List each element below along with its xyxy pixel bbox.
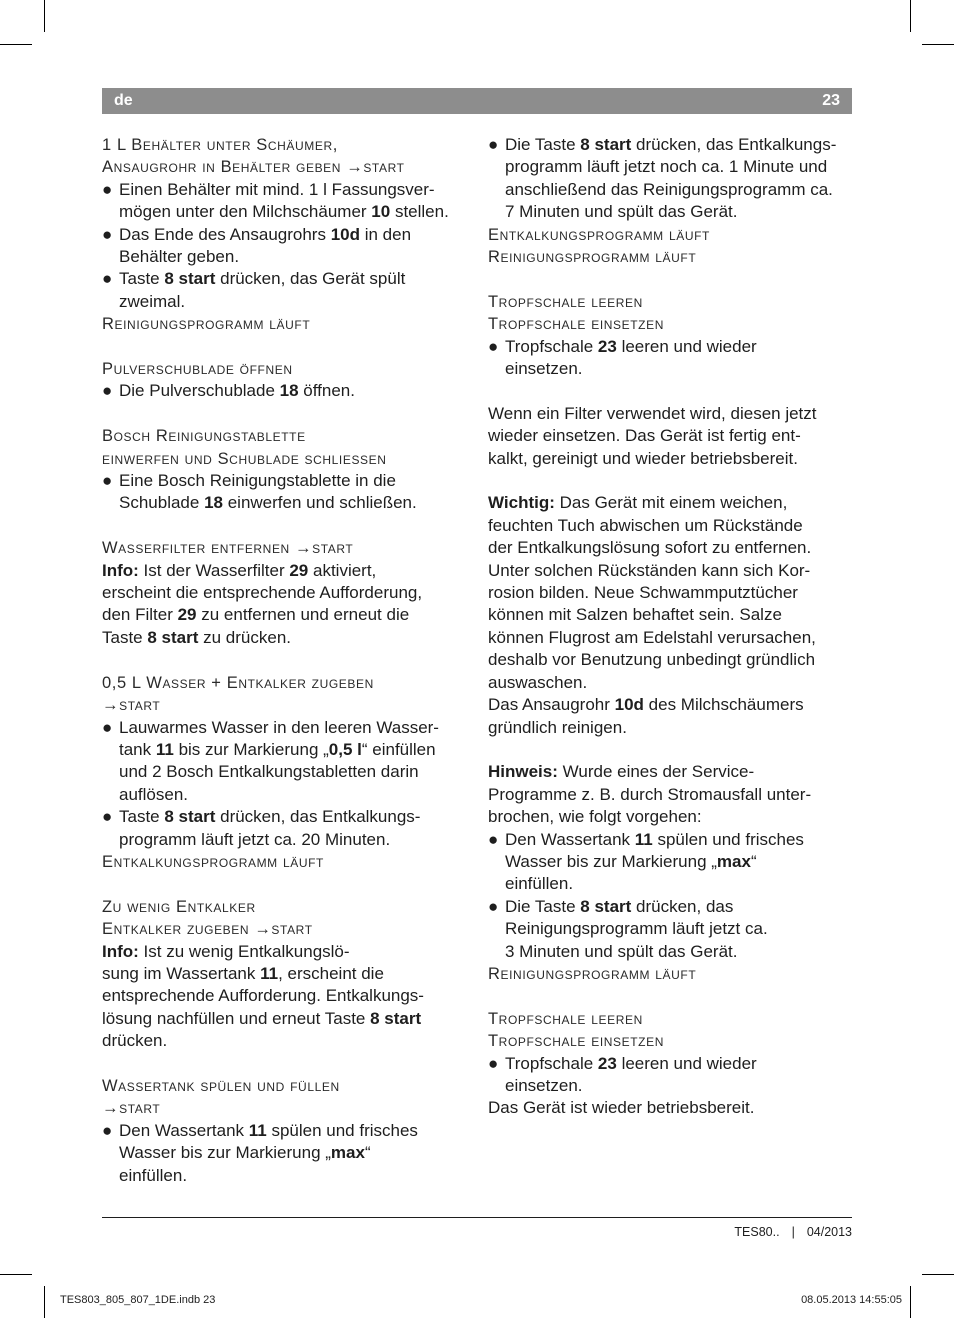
bullet-item [102, 179, 472, 224]
footer-separator: | [791, 1225, 795, 1239]
bullet-text-line: Wasser bis zur Markierung „max“ [119, 1143, 371, 1163]
spacer [488, 380, 854, 402]
body-text-line: Unter solchen Rückständen kann sich Kor- [488, 560, 811, 580]
bullet-text-line: Tropfschale 23 leeren und wieder [505, 336, 757, 356]
footer [734, 1225, 852, 1239]
crop-mark [0, 1274, 32, 1275]
spacer [488, 985, 854, 1007]
crop-mark [922, 44, 954, 45]
bullet-text-line: 7 Minuten und spült das Gerät. [505, 202, 738, 222]
crop-mark [922, 1274, 954, 1275]
body-text-line: auswaschen. [488, 672, 588, 692]
bullet-text-line: programm läuft jetzt noch ca. 1 Minute und [505, 157, 828, 177]
body-text-line: Taste 8 start zu drücken. [102, 627, 291, 647]
bullet-item [488, 829, 854, 896]
bullet-text-line: anschließend das Reinigungsprogramm ca. [505, 179, 833, 199]
body-text-line: deshalb vor Benutzung unbedingt gründlich [488, 650, 816, 670]
section-heading: 1 L Behälter unter Schäumer, [102, 136, 338, 154]
body-text-line: feuchten Tuch abwischen um Rückstände [488, 515, 803, 535]
left-column [102, 134, 472, 1187]
bullet-item [102, 717, 472, 807]
bullet-dot-icon: ● [488, 829, 499, 849]
section-heading: Zu wenig Entkalker [102, 897, 256, 916]
bullet-item [102, 224, 472, 269]
body-text-line: können mit Salzen behaftet sein. Salze [488, 605, 782, 625]
spacer [488, 470, 854, 492]
bullet-text-line: tank 11 bis zur Markierung „0,5 l“ einfüllen [119, 739, 436, 759]
spacer [102, 336, 472, 358]
bullet-text-line: einfüllen. [119, 1165, 188, 1185]
body-text-line: wieder einsetzen. Das Gerät ist fertig ent- [488, 426, 801, 446]
body-text-line: Hinweis: Wurde eines der Service- [488, 762, 755, 782]
right-column [488, 134, 854, 1120]
bullet-dot-icon: ● [488, 896, 499, 916]
bullet-dot-icon: ● [102, 179, 113, 199]
bullet-text-line: Schublade 18 einwerfen und schließen. [119, 493, 417, 513]
body-text-line: drücken. [102, 1031, 168, 1051]
bullet-item [488, 896, 854, 963]
bullet-text-line: 3 Minuten und spült das Gerät. [505, 941, 738, 961]
spacer [488, 739, 854, 761]
section-heading: →start [102, 1099, 161, 1118]
bullet-text-line: Wasser bis zur Markierung „max“ [505, 851, 757, 871]
bullet-item [102, 380, 472, 402]
bullet-dot-icon: ● [488, 336, 499, 356]
bullet-text-line: Den Wassertank 11 spülen und frisches [505, 829, 804, 849]
crop-mark [44, 0, 45, 32]
body-text-line: entsprechende Aufforderung. Entkalkungs- [102, 986, 424, 1006]
bullet-dot-icon: ● [102, 381, 113, 401]
bullet-text-line: Einen Behälter mit mind. 1 l Fassungsver- [119, 179, 435, 199]
bullet-text-line: Die Taste 8 start drücken, das Entkalkungs- [505, 135, 837, 154]
section-heading: Tropfschale leeren [488, 292, 643, 311]
section-heading: Wasserfilter entfernen →start [102, 539, 354, 558]
bullet-item [488, 1053, 854, 1098]
body-text-line: lösung nachfüllen und erneut Taste 8 start [102, 1008, 422, 1028]
spacer [102, 873, 472, 895]
bullet-text-line: einsetzen. [505, 1075, 583, 1095]
body-text-line: den Filter 29 zu entfernen und erneut die [102, 605, 410, 625]
page-number: 23 [822, 92, 840, 109]
body-text-line: rosion bilden. Neue Schwammputztücher [488, 583, 798, 603]
body-text-line: kalkt, gereinigt und wieder betriebsbereit. [488, 448, 798, 468]
bullet-dot-icon: ● [488, 135, 499, 154]
body-text-line: Wichtig: Das Gerät mit einem weichen, [488, 493, 788, 513]
bullet-item [102, 806, 472, 851]
footer-rule [102, 1217, 852, 1218]
bullet-dot-icon: ● [488, 1053, 499, 1073]
section-heading: 0,5 L Wasser + Entkalker zugeben [102, 673, 374, 692]
section-heading: Entkalkungsprogramm läuft [102, 852, 324, 871]
bullet-text-line: Taste 8 start drücken, das Gerät spült [119, 269, 406, 289]
section-heading: Bosch Reinigungstablette [102, 427, 306, 446]
bullet-text-line: zweimal. [119, 291, 186, 311]
body-text-line: Programme z. B. durch Stromausfall unter- [488, 784, 812, 804]
bullet-text-line: und 2 Bosch Entkalkungstabletten darin [119, 762, 419, 782]
language-code: de [114, 92, 133, 109]
section-heading: Wassertank spülen und füllen [102, 1076, 340, 1095]
bullet-text-line: auflösen. [119, 784, 188, 804]
page-header-bar [102, 88, 852, 114]
body-text-line: brochen, wie folgt vorgehen: [488, 807, 702, 827]
section-heading: einwerfen und Schublade schliessen [102, 449, 387, 468]
print-slug-file: TES803_805_807_1DE.indb 23 [60, 1294, 216, 1306]
crop-mark [910, 0, 911, 32]
bullet-text-line: Taste 8 start drücken, das Entkalkungs- [119, 807, 421, 827]
body-text-line: Info: Ist der Wasserfilter 29 aktiviert, [102, 560, 377, 580]
section-heading: Reinigungsprogramm läuft [102, 315, 311, 334]
bullet-text-line: Die Pulverschublade 18 öffnen. [119, 381, 355, 401]
spacer [102, 515, 472, 537]
section-heading: Tropfschale einsetzen [488, 315, 664, 334]
body-text-line: sung im Wassertank 11, erscheint die [102, 963, 384, 983]
spacer [102, 649, 472, 671]
bullet-text-line: Tropfschale 23 leeren und wieder [505, 1053, 757, 1073]
section-heading: →start [102, 696, 161, 715]
bullet-text-line: Lauwarmes Wasser in den leeren Wasser- [119, 717, 439, 737]
bullet-dot-icon: ● [102, 471, 113, 491]
body-text-line: Wenn ein Filter verwendet wird, diesen jetzt [488, 403, 817, 423]
print-slug-timestamp: 08.05.2013 14:55:05 [801, 1294, 902, 1306]
body-text-line: Info: Ist zu wenig Entkalkungslö- [102, 941, 350, 961]
bullet-dot-icon: ● [102, 1120, 113, 1140]
section-heading: Entkalkungsprogramm läuft [488, 225, 710, 244]
bullet-dot-icon: ● [102, 224, 113, 244]
bullet-item [488, 336, 854, 381]
bullet-item [102, 268, 472, 313]
footer-date: 04/2013 [806, 1225, 852, 1239]
section-heading: Pulverschublade öffnen [102, 360, 293, 379]
body-text-line: können Flugrost am Edelstahl verursachen, [488, 627, 816, 647]
bullet-dot-icon: ● [102, 807, 113, 827]
bullet-text-line: Den Wassertank 11 spülen und frisches [119, 1120, 418, 1140]
section-heading: Entkalker zugeben →start [102, 920, 313, 939]
body-text-line: Das Gerät ist wieder betriebsbereit. [488, 1098, 755, 1118]
body-text-line: der Entkalkungslösung sofort zu entfernen. [488, 538, 812, 558]
bullet-text-line: Behälter geben. [119, 247, 240, 267]
bullet-text-line: einsetzen. [505, 359, 583, 379]
body-text-line: Das Ansaugrohr 10d des Milchschäumers [488, 695, 804, 715]
section-heading: Reinigungsprogramm läuft [488, 248, 697, 267]
body-text-line: gründlich reinigen. [488, 717, 627, 737]
bullet-text-line: Das Ende des Ansaugrohrs 10d in den [119, 224, 412, 244]
footer-model: TES80.. [734, 1225, 780, 1239]
bullet-text-line: Reinigungsprogramm läuft jetzt ca. [505, 919, 768, 939]
section-heading: Tropfschale einsetzen [488, 1032, 664, 1051]
bullet-dot-icon: ● [102, 269, 113, 289]
crop-mark [44, 1286, 45, 1318]
spacer [102, 1053, 472, 1075]
crop-mark [910, 1286, 911, 1318]
bullet-item [102, 1120, 472, 1187]
body-text-line: erscheint die entsprechende Aufforderung, [102, 583, 423, 603]
bullet-item [102, 470, 472, 515]
section-heading: Tropfschale leeren [488, 1009, 643, 1028]
crop-mark [0, 44, 32, 45]
bullet-text-line: Die Taste 8 start drücken, das [505, 896, 734, 916]
bullet-dot-icon: ● [102, 717, 113, 737]
spacer [488, 268, 854, 290]
section-heading: Reinigungsprogramm läuft [488, 964, 697, 983]
spacer [102, 403, 472, 425]
section-heading: Ansaugrohr in Behälter geben →start [102, 158, 405, 177]
bullet-text-line: mögen unter den Milchschäumer 10 stellen. [119, 202, 449, 222]
bullet-text-line: Eine Bosch Reinigungstablette in die [119, 471, 396, 491]
bullet-text-line: einfüllen. [505, 874, 574, 894]
bullet-item [488, 134, 854, 224]
bullet-text-line: programm läuft jetzt ca. 20 Minuten. [119, 829, 391, 849]
